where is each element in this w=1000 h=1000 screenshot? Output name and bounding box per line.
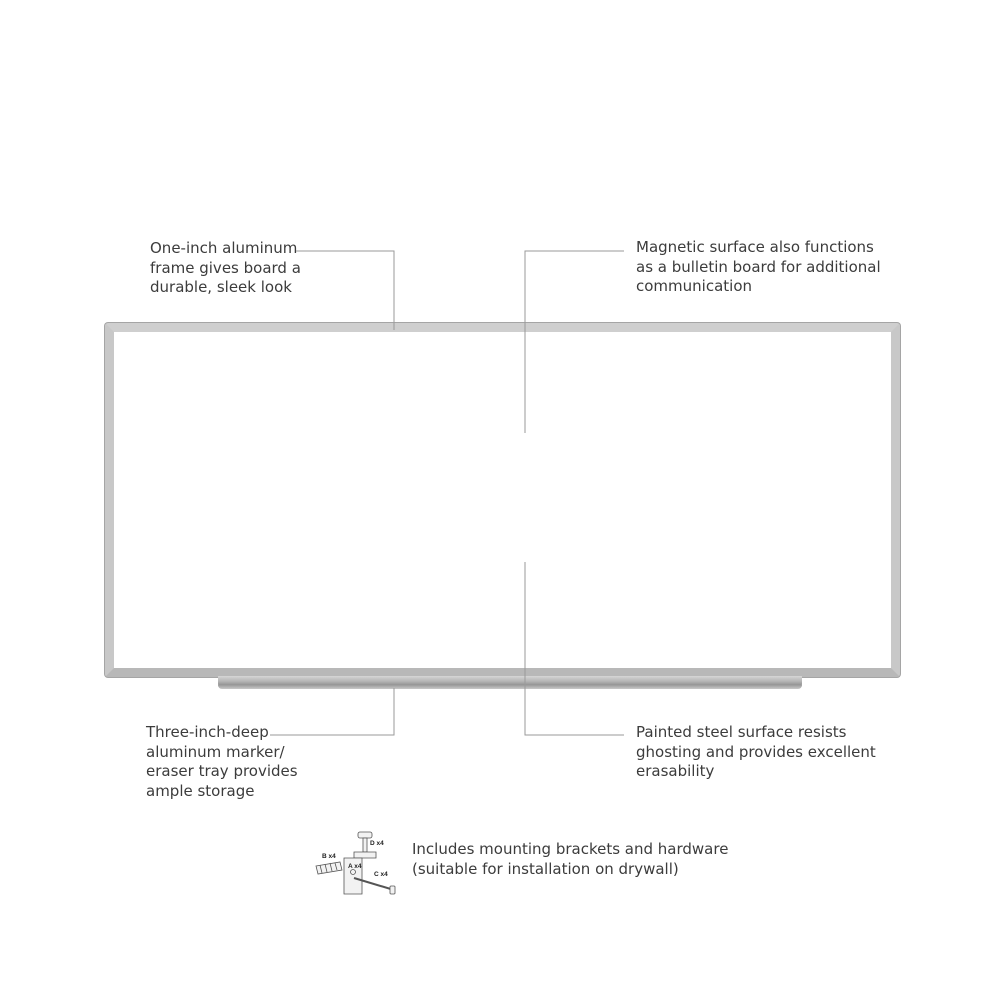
screw-c-head (390, 886, 395, 894)
whiteboard (105, 323, 900, 677)
label-c: C x4 (374, 871, 388, 878)
frame-callout-text: One-inch aluminum frame gives board a durable, sleek look (150, 239, 301, 296)
marker-tray-lip (218, 685, 802, 689)
marker-tray-callout-text: Three-inch-deep aluminum marker/ eraser tray provides ample storage (146, 723, 298, 800)
label-d: D x4 (370, 840, 384, 847)
bracket-a-hole (351, 870, 356, 875)
anchor-b (316, 862, 342, 874)
bracket-d-shaft (363, 838, 367, 852)
label-b: B x4 (322, 853, 336, 860)
bracket-d-plate (354, 852, 376, 858)
mounting-hardware-callout-text: Includes mounting brackets and hardware (suitable for installation on drywall) (412, 840, 729, 878)
bracket-d-head (358, 832, 372, 838)
label-a: A x4 (348, 863, 362, 870)
steel-surface-callout-text: Painted steel surface resists ghosting and provides excellent erasability (636, 723, 876, 780)
mounting-hardware-illustration (310, 828, 400, 900)
magnetic-surface-callout-text: Magnetic surface also functions as a bulletin board for additional communication (636, 238, 881, 295)
whiteboard-surface (114, 332, 891, 668)
